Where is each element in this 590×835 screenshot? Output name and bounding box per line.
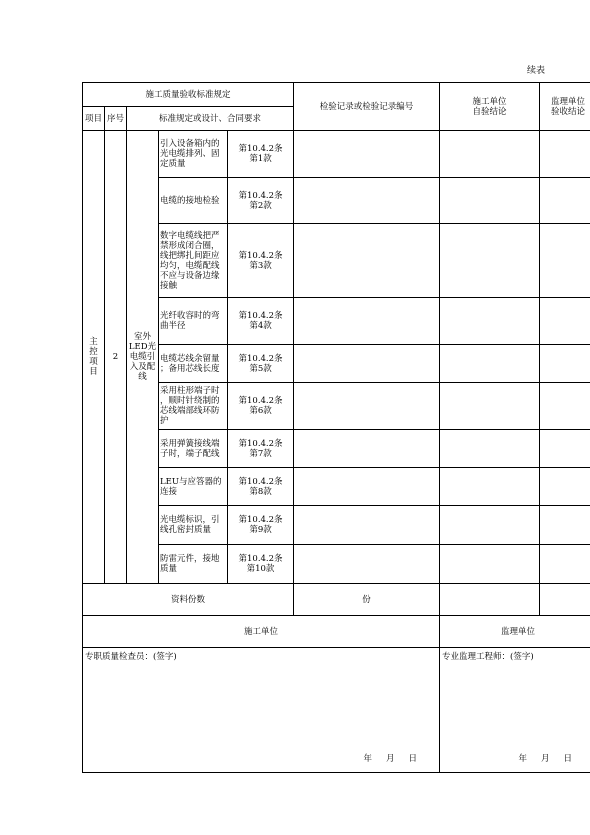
supervisor-sign-label: 专业监理工程师：(签字) <box>442 652 534 662</box>
item-group-name: 室外 LED光 电缆引 入及配 线 <box>127 131 159 584</box>
contractor-sign-date: 年 月 日 <box>363 754 418 764</box>
requirement-desc: 电缆的接地检验 <box>159 178 228 224</box>
requirement-desc: LEU与应答器的 连接 <box>159 468 228 506</box>
table-row <box>83 545 590 584</box>
contractor-result-cell[interactable] <box>440 430 540 468</box>
record-cell[interactable] <box>294 506 440 545</box>
table-row <box>83 383 590 430</box>
copies-unit: 份 <box>294 584 440 616</box>
contractor-result-cell[interactable] <box>440 298 540 345</box>
contractor-result-cell[interactable] <box>440 506 540 545</box>
requirement-desc: 引入设备箱内的 光电缆排列、固 定质量 <box>159 131 228 178</box>
contractor-sign-label: 专职质量检查员：(签字) <box>85 652 177 662</box>
clause-ref: 第10.4.2条 第7款 <box>228 430 294 468</box>
standard-title: 施工质量验收标准规定 <box>83 83 294 107</box>
record-cell[interactable] <box>294 178 440 224</box>
requirement-desc: 数字电缆线把严 禁形成闭合圈， 线把绑扎间距应 均匀，电缆配线 不应与设备边缘 接触 <box>159 224 228 298</box>
clause-ref: 第10.4.2条 第2款 <box>228 178 294 224</box>
clause-ref: 第10.4.2条 第4款 <box>228 298 294 345</box>
item-category: 主 控 项 目 <box>83 131 105 584</box>
record-cell[interactable] <box>294 430 440 468</box>
clause-ref: 第10.4.2条 第1款 <box>228 131 294 178</box>
supervisor-result-cell[interactable] <box>540 224 590 298</box>
contractor-result-cell[interactable] <box>440 383 540 430</box>
requirement-desc: 防雷元件，接地 质量 <box>159 545 228 584</box>
supervisor-result-cell[interactable] <box>540 506 590 545</box>
record-cell[interactable] <box>294 545 440 584</box>
supervisor-signature-area[interactable] <box>440 648 590 773</box>
supervisor-result-cell[interactable] <box>540 178 590 224</box>
table-row <box>83 131 590 178</box>
copies-contractor-cell <box>440 584 540 616</box>
clause-ref: 第10.4.2条 第9款 <box>228 506 294 545</box>
contractor-result-cell[interactable] <box>440 131 540 178</box>
supervisor-result-cell[interactable] <box>540 430 590 468</box>
table-row <box>83 178 590 224</box>
contractor-result-cell[interactable] <box>440 178 540 224</box>
clause-ref: 第10.4.2条 第5款 <box>228 345 294 383</box>
supervisor-result-cell[interactable] <box>540 298 590 345</box>
record-no-header: 检验记录或检验记录编号 <box>294 83 440 131</box>
supervisor-result-cell[interactable] <box>540 468 590 506</box>
clause-ref: 第10.4.2条 第3款 <box>228 224 294 298</box>
contractor-result-cell[interactable] <box>440 224 540 298</box>
requirement-desc: 电缆芯线余留量 ；备用芯线长度 <box>159 345 228 383</box>
contractor-unit-label: 施工单位 <box>83 616 440 648</box>
contractor-result-cell[interactable] <box>440 468 540 506</box>
requirement-desc: 光电缆标识，引 线孔密封质量 <box>159 506 228 545</box>
record-cell[interactable] <box>294 383 440 430</box>
col-item-header: 项目 <box>83 107 105 131</box>
supervisor-conclusion-header: 监理单位 验收结论 <box>540 83 590 131</box>
table-row <box>83 430 590 468</box>
inspection-form-table <box>82 82 590 773</box>
copies-supervisor-cell <box>540 584 590 616</box>
col-requirement-header: 标准规定或设计、合同要求 <box>127 107 294 131</box>
supervisor-result-cell[interactable] <box>540 131 590 178</box>
supervisor-sign-date: 年 月 日 <box>518 754 573 764</box>
contractor-result-cell[interactable] <box>440 345 540 383</box>
supervisor-result-cell[interactable] <box>540 383 590 430</box>
table-row <box>83 298 590 345</box>
contractor-signature-area[interactable] <box>83 648 440 773</box>
table-row <box>83 506 590 545</box>
supervisor-unit-label: 监理单位 <box>440 616 590 648</box>
requirement-desc: 采用柱形端子时 ，顺时针绕制的 芯线端部线环防 护 <box>159 383 228 430</box>
table-row <box>83 345 590 383</box>
contractor-result-cell[interactable] <box>440 545 540 584</box>
continued-label: 续表 <box>527 66 546 76</box>
item-seq: 2 <box>105 131 127 584</box>
record-cell[interactable] <box>294 298 440 345</box>
supervisor-result-cell[interactable] <box>540 545 590 584</box>
clause-ref: 第10.4.2条 第10款 <box>228 545 294 584</box>
table-row <box>83 224 590 298</box>
record-cell[interactable] <box>294 224 440 298</box>
requirement-desc: 采用弹簧接线端 子时，端子配线 <box>159 430 228 468</box>
record-cell[interactable] <box>294 468 440 506</box>
clause-ref: 第10.4.2条 第8款 <box>228 468 294 506</box>
supervisor-result-cell[interactable] <box>540 345 590 383</box>
col-seq-header: 序号 <box>105 107 127 131</box>
record-cell[interactable] <box>294 131 440 178</box>
contractor-conclusion-header: 施工单位 自验结论 <box>440 83 540 131</box>
clause-ref: 第10.4.2条 第6款 <box>228 383 294 430</box>
table-row <box>83 468 590 506</box>
copies-label: 资料份数 <box>83 584 294 616</box>
record-cell[interactable] <box>294 345 440 383</box>
requirement-desc: 光纤收容时的弯 曲半径 <box>159 298 228 345</box>
